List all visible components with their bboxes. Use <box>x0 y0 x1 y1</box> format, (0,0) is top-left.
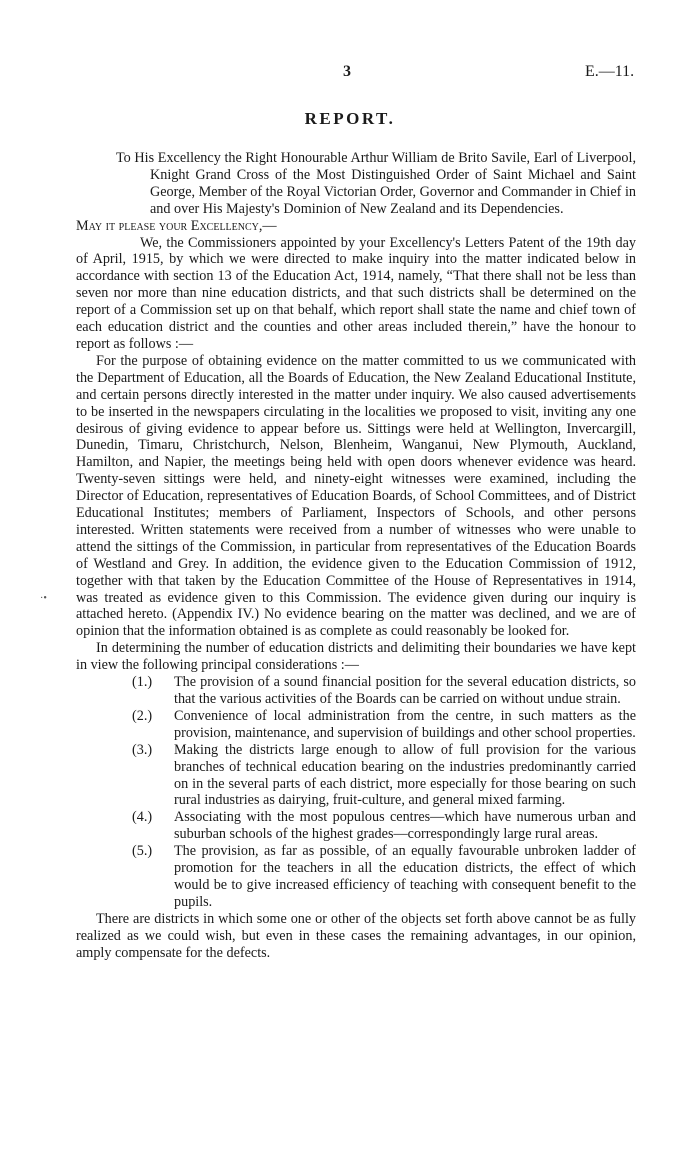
list-item-number: (3.) <box>132 741 153 758</box>
list-item <box>132 674 636 708</box>
list-item-number: (4.) <box>132 809 153 826</box>
address-block: To His Excellency the Right Honourable Arthur William de Brito Savile, Earl of Liverpool, Knight Grand Cross of the Most Distinguished Order of Saint Michael and Saint George, Member of the Royal Victorian Order, Governor and Commander in Chief in and over His Majesty's Dominion of New Zealand and its Dependencies. <box>116 150 636 217</box>
closing-paragraph: There are districts in which some one or other of the objects set forth above cannot be as fully realized as we could wish, but even in these cases the remaining advantages, in our opinion, amply compensate for the defects. <box>76 910 636 961</box>
list-item-text: Convenience of local administration from the centre, in such matters as the provision, maintenance, and supervision of buildings and other school properties. <box>174 707 636 741</box>
list-item-text: Associating with the most populous centres—which have numerous urban and suburban schools of the highest grades—correspondingly large rural areas. <box>174 809 636 843</box>
list-item-text: Making the districts large enough to allow of full provision for the various branches of technical education bearing on the industries predominantly carried on in the several parts of each district, more especially for those bearing on such rural industries as dairying, fruit-culture, and general mixed farming. <box>174 741 636 809</box>
paragraph-considerations-intro: In determining the number of education districts and delimiting their boundaries we have kept in view the following principal considerations :— <box>76 640 636 674</box>
list-item <box>132 741 636 810</box>
page-number: 3 <box>343 63 351 80</box>
list-item <box>132 809 636 843</box>
list-item <box>132 707 636 742</box>
margin-mark-icon: ·• <box>40 593 47 604</box>
list-item-number: (2.) <box>132 707 153 724</box>
considerations-list <box>76 674 636 911</box>
list-item-text: The provision of a sound financial position for the several education districts, so that the various activities of the Boards can be carried on without undue strain. <box>174 674 636 707</box>
list-item-number: (1.) <box>132 674 153 691</box>
report-body <box>76 150 636 962</box>
list-item-number: (5.) <box>132 843 153 860</box>
salutation: May it please your Excellency,— <box>76 217 277 234</box>
list-item-text: The provision, as far as possible, of an equally favourable unbroken ladder of promotion for the teachers in all the education districts, the effect of which would be to give increased efficiency of teaching with consequent benefit to the pupils. <box>174 843 636 910</box>
report-title: REPORT. <box>304 109 396 128</box>
list-item <box>132 843 636 911</box>
paragraph-evidence: For the purpose of obtaining evidence on the matter committed to us we communicated with the Department of Education, all the Boards of Education, the New Zealand Educational Institute, and certain persons directly interested in the matter under inquiry. We also caused advertisements to be inserted in the newspapers circulating in the localities we proposed to visit, inviting any one desirous of giving evidence to appear before us. Sittings were held at Wellington, Invercargill, Dunedin, Timaru, Christchurch, Nelson, Blenheim, Wanganui, New Plymouth, Auckland, Hamilton, and Napier, the meetings being held with open doors whenever evidence was heard. Twenty-seven sittings were held, and ninety-eight witnesses were examined, including the Director of Education, representatives of Education Boards, of School Committees, and of District Educational Institutes; members of Parliament, Inspectors of Schools, and other persons interested. Written statements were received from a number of witnesses who were unable to attend the sittings of the Commission, in particular from representatives of the Education Boards of Westland and Grey. In addition, the evidence given to the Education Commission of 1912, together with that taken by the Education Committee of the House of Representatives in 1914, was treated as evidence given to this Commission. The evidence given during our inquiry is attached hereto. (Appendix IV.) No evidence bearing on the matter was declined, and we are of opinion that the information obtained is as complete as could reasonably be looked for. <box>76 352 636 640</box>
document-code: E.—11. <box>585 63 635 80</box>
paragraph-commission: We, the Commissioners appointed by your Excellency's Letters Patent of the 19th day of April, 1915, by which we were directed to make inquiry into the matter indicated below in accordance with section 13 of the Education Act, 1914, namely, “That there shall not be less than seven nor more than nine education districts, and that such districts shall be determined on the report of a Commission set up on that behalf, which report shall state the name and chief town of each education district and the counties and other areas included therein,” have the honour to report as follows :— <box>76 234 636 352</box>
